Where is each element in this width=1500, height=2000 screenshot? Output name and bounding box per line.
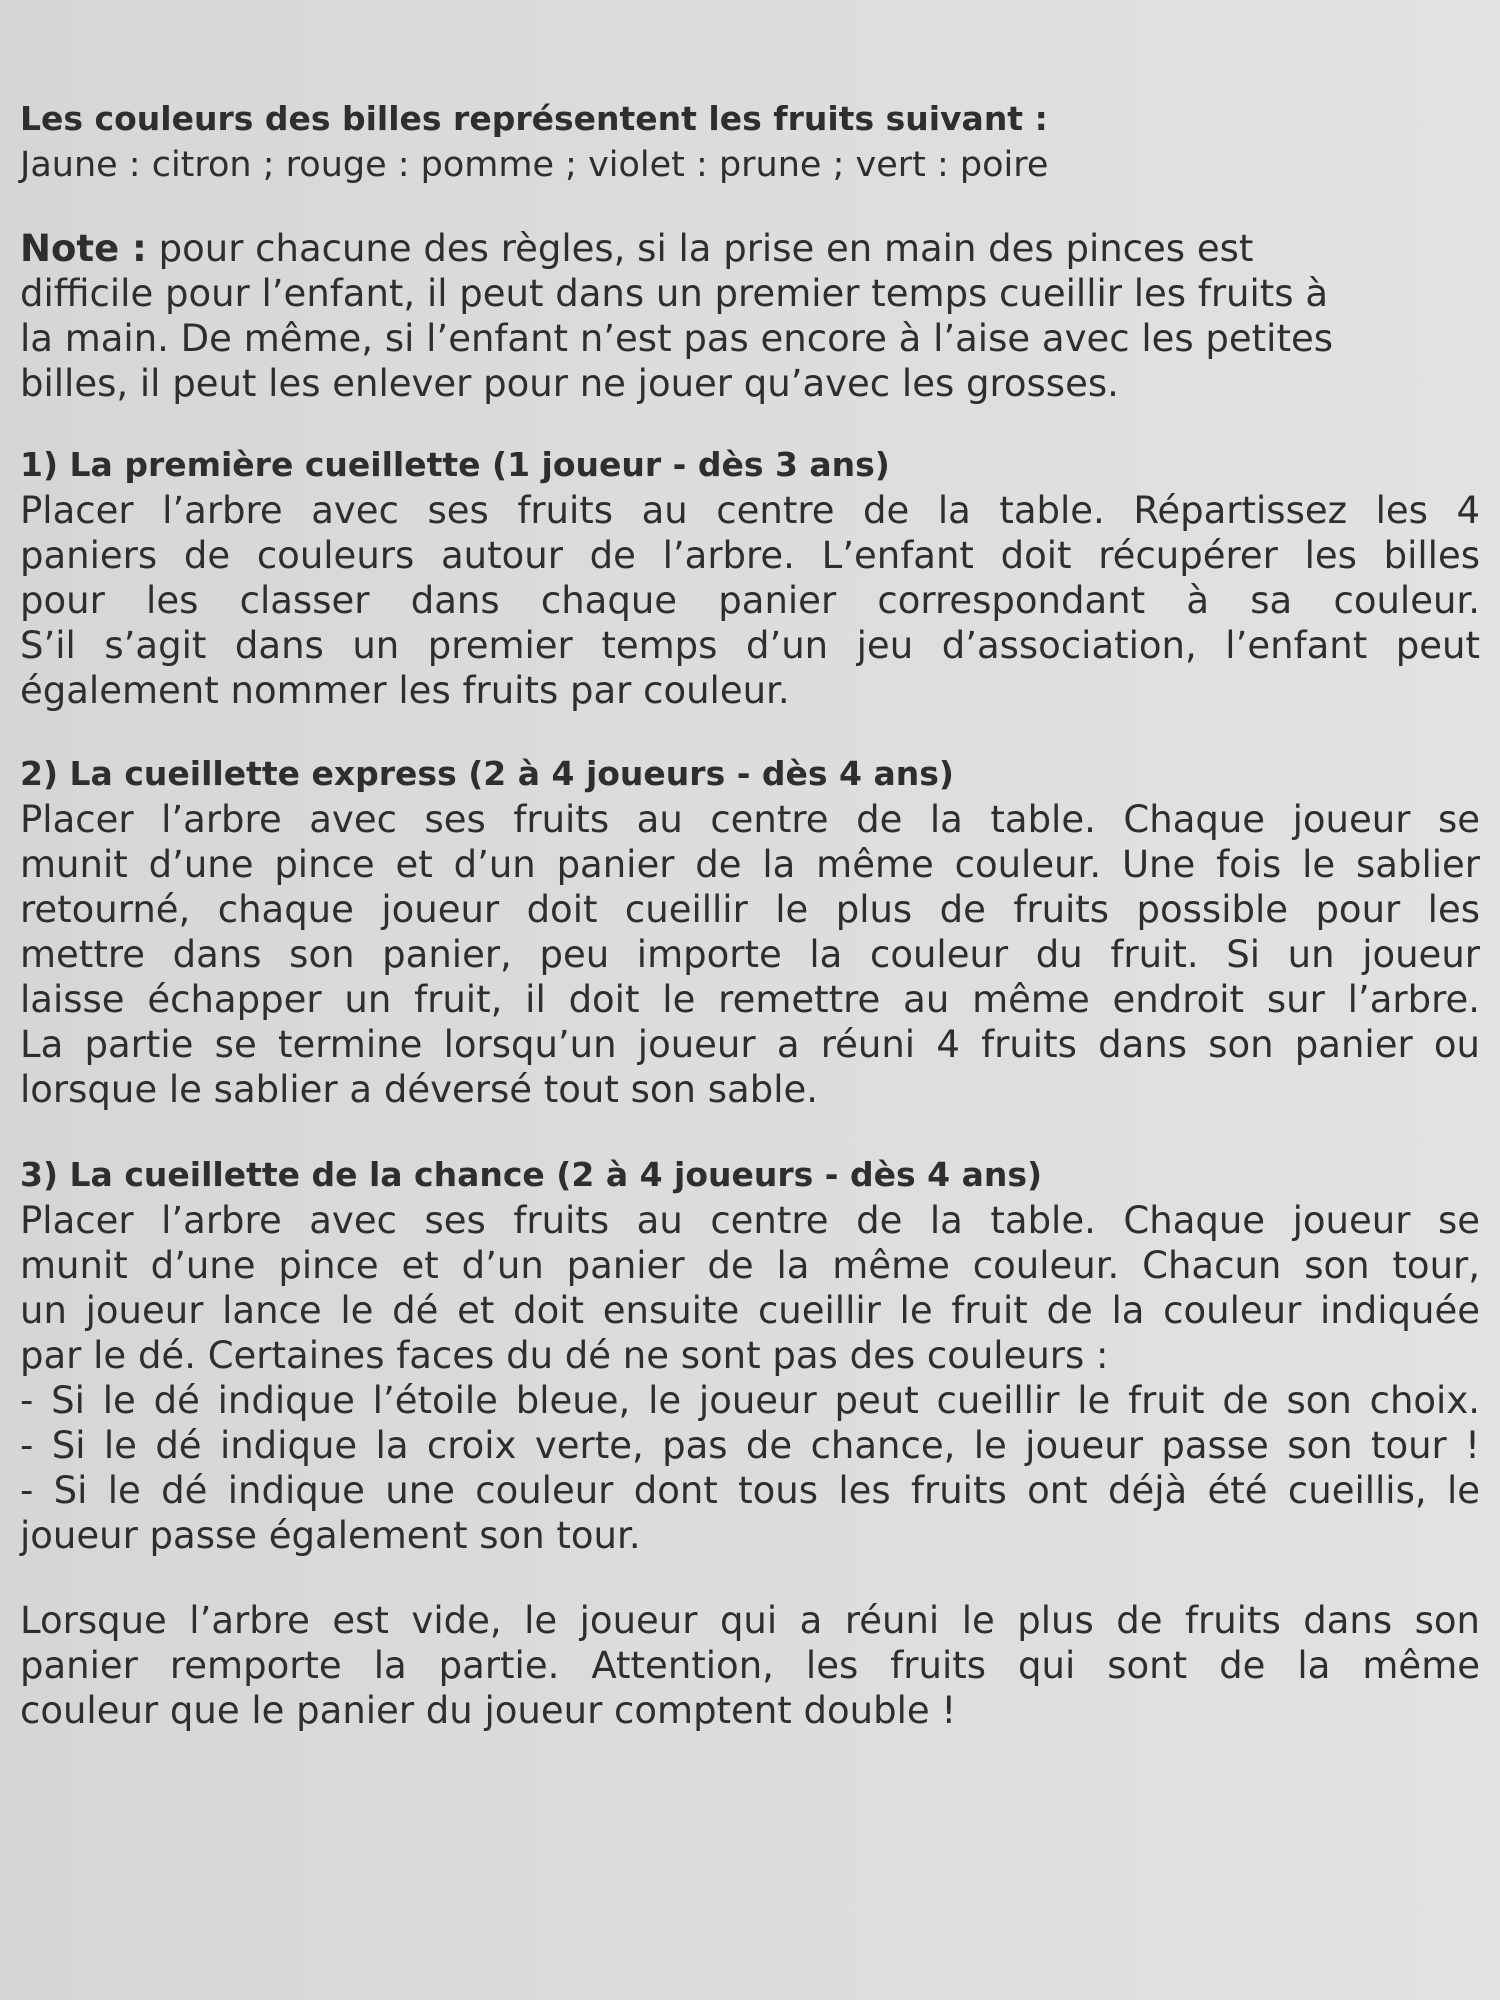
rule-1-title: 1) La première cueillette (1 joueur - dès 3 ans) [20, 445, 890, 484]
rule-1-line: S’il s’agit dans un premier temps d’un jeu d’association, l’enfant peut [20, 624, 1480, 667]
note-section [20, 226, 1480, 406]
rule-2-title: 2) La cueillette express (2 à 4 joueurs - dès 4 ans) [20, 754, 954, 793]
rule-3-line: un joueur lance le dé et doit ensuite cueillir le fruit de la couleur indiquée [20, 1289, 1480, 1332]
conclusion-line: Lorsque l’arbre est vide, le joueur qui a réuni le plus de fruits dans son [20, 1599, 1480, 1642]
rule-3-line: Placer l’arbre avec ses fruits au centre de la table. Chaque joueur se [20, 1199, 1480, 1242]
note-line-2: difficile pour l’enfant, il peut dans un premier temps cueillir les fruits à [20, 272, 1329, 315]
colors-line: Jaune : citron ; rouge : pomme ; violet : prune ; vert : poire [20, 145, 1049, 185]
note-line-4: billes, il peut les enlever pour ne jouer qu’avec les grosses. [20, 362, 1119, 405]
note-label: Note : [20, 227, 147, 270]
rule-2-line: munit d’une pince et d’un panier de la même couleur. Une fois le sablier [20, 843, 1480, 886]
rule-3-line: par le dé. Certaines faces du dé ne sont pas des couleurs : [20, 1334, 1109, 1377]
rule-1-section [20, 442, 1480, 713]
conclusion-section [20, 1598, 1480, 1733]
rule-1-line: Placer l’arbre avec ses fruits au centre de la table. Répartissez les 4 [20, 489, 1480, 532]
rule-2-section [20, 751, 1480, 1112]
rule-3-line: - Si le dé indique l’étoile bleue, le joueur peut cueillir le fruit de son choix. [20, 1379, 1480, 1422]
rule-3-line: joueur passe également son tour. [20, 1514, 641, 1557]
rule-3-line: - Si le dé indique une couleur dont tous les fruits ont déjà été cueillis, le [20, 1469, 1480, 1512]
rule-1-line: également nommer les fruits par couleur. [20, 669, 790, 712]
rule-2-line: mettre dans son panier, peu importe la couleur du fruit. Si un joueur [20, 933, 1480, 976]
note-line-3: la main. De même, si l’enfant n’est pas encore à l’aise avec les petites [20, 317, 1333, 360]
conclusion-line: couleur que le panier du joueur comptent double ! [20, 1689, 957, 1732]
rules-document [20, 96, 1480, 1733]
rule-3-line: - Si le dé indique la croix verte, pas de chance, le joueur passe son tour ! [20, 1424, 1480, 1467]
rule-1-line: paniers de couleurs autour de l’arbre. L’enfant doit récupérer les billes [20, 534, 1480, 577]
rule-3-line: munit d’une pince et d’un panier de la même couleur. Chacun son tour, [20, 1244, 1480, 1287]
conclusion-line: panier remporte la partie. Attention, les fruits qui sont de la même [20, 1644, 1480, 1687]
intro-heading: Les couleurs des billes représentent les fruits suivant : [20, 99, 1048, 138]
rule-2-line: laisse échapper un fruit, il doit le remettre au même endroit sur l’arbre. [20, 978, 1480, 1021]
rule-1-line: pour les classer dans chaque panier correspondant à sa couleur. [20, 579, 1480, 622]
rule-3-section [20, 1152, 1480, 1558]
note-first-line [20, 226, 1480, 271]
rule-2-line: La partie se termine lorsqu’un joueur a réuni 4 fruits dans son panier ou [20, 1023, 1480, 1066]
note-line-1: pour chacune des règles, si la prise en main des pinces est [146, 227, 1254, 270]
rule-2-line: Placer l’arbre avec ses fruits au centre de la table. Chaque joueur se [20, 798, 1480, 841]
rule-3-title: 3) La cueillette de la chance (2 à 4 joueurs - dès 4 ans) [20, 1155, 1043, 1194]
intro-section [20, 96, 1480, 188]
rule-2-line: retourné, chaque joueur doit cueillir le plus de fruits possible pour les [20, 888, 1480, 931]
rule-2-line: lorsque le sablier a déversé tout son sable. [20, 1068, 818, 1111]
